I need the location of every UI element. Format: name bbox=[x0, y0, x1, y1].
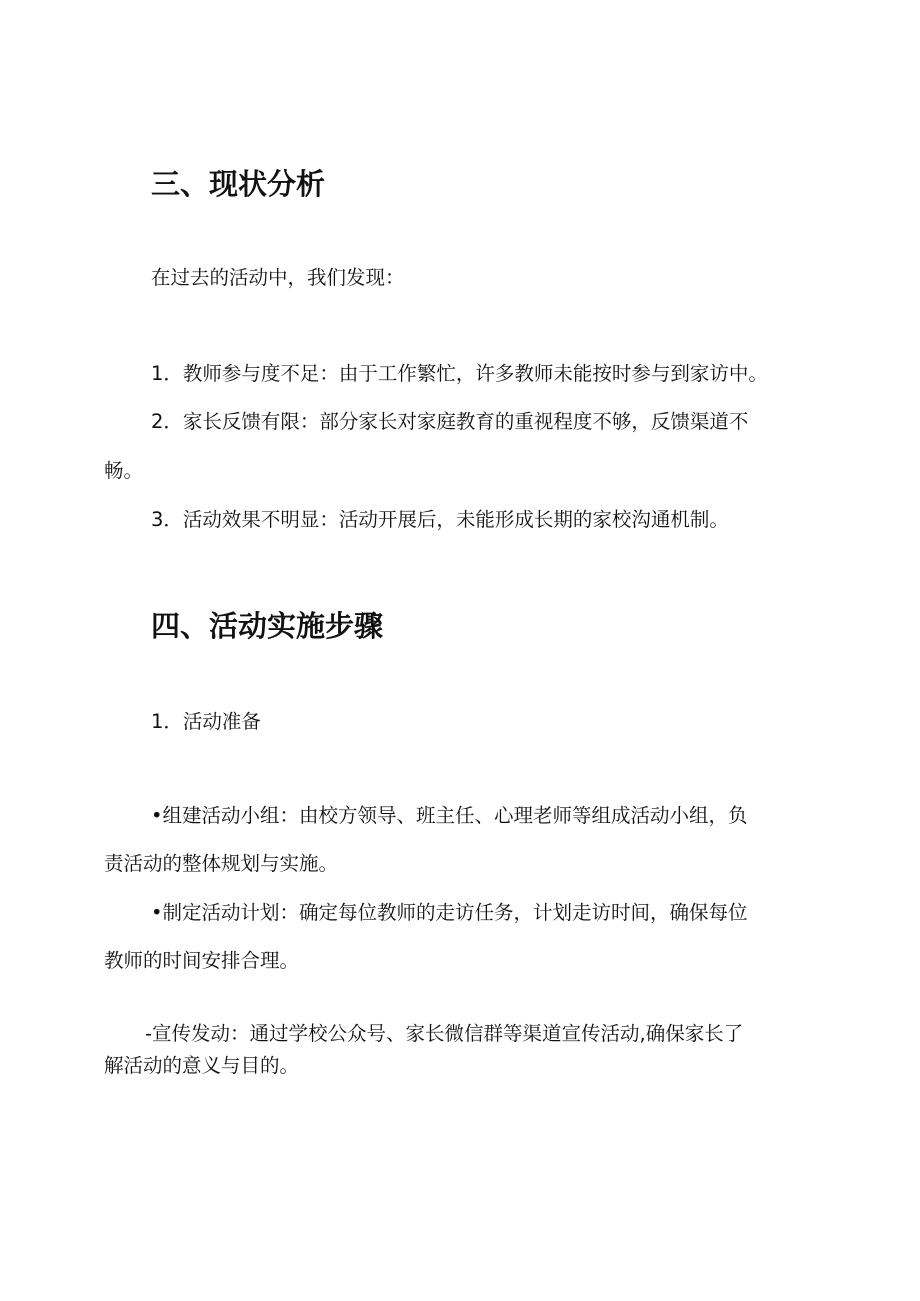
finding-item-2-continued: 畅。 bbox=[104, 459, 144, 482]
section-heading-implementation-steps: 四、活动实施步骤 bbox=[151, 609, 384, 643]
finding-item-3: 3．活动效果不明显：活动开展后，未能形成长期的家校沟通机制。 bbox=[151, 508, 729, 531]
bullet-item-1-continued: 责活动的整体规划与实施。 bbox=[104, 852, 339, 875]
bullet-item-3: -宣传发动：通过学校公众号、家长微信群等渠道宣传活动,确保家长了 bbox=[145, 1022, 744, 1045]
finding-item-2: 2．家长反馈有限：部分家长对家庭教育的重视程度不够，反馈渠道不 bbox=[151, 410, 749, 433]
finding-item-1: 1．教师参与度不足：由于工作繁忙，许多教师未能按时参与到家访中。 bbox=[151, 362, 768, 385]
step-1-title: 1．活动准备 bbox=[151, 710, 261, 733]
bullet-item-1: •组建活动小组：由校方领导、班主任、心理老师等组成活动小组，负 bbox=[151, 804, 748, 827]
bullet-item-3-continued: 解活动的意义与目的。 bbox=[104, 1054, 300, 1077]
section-intro: 在过去的活动中，我们发现： bbox=[151, 266, 405, 289]
bullet-item-2: •制定活动计划：确定每位教师的走访任务，计划走访时间，确保每位 bbox=[151, 901, 748, 924]
section-heading-status-analysis: 三、现状分析 bbox=[151, 167, 326, 201]
bullet-item-2-continued: 教师的时间安排合理。 bbox=[104, 949, 300, 972]
